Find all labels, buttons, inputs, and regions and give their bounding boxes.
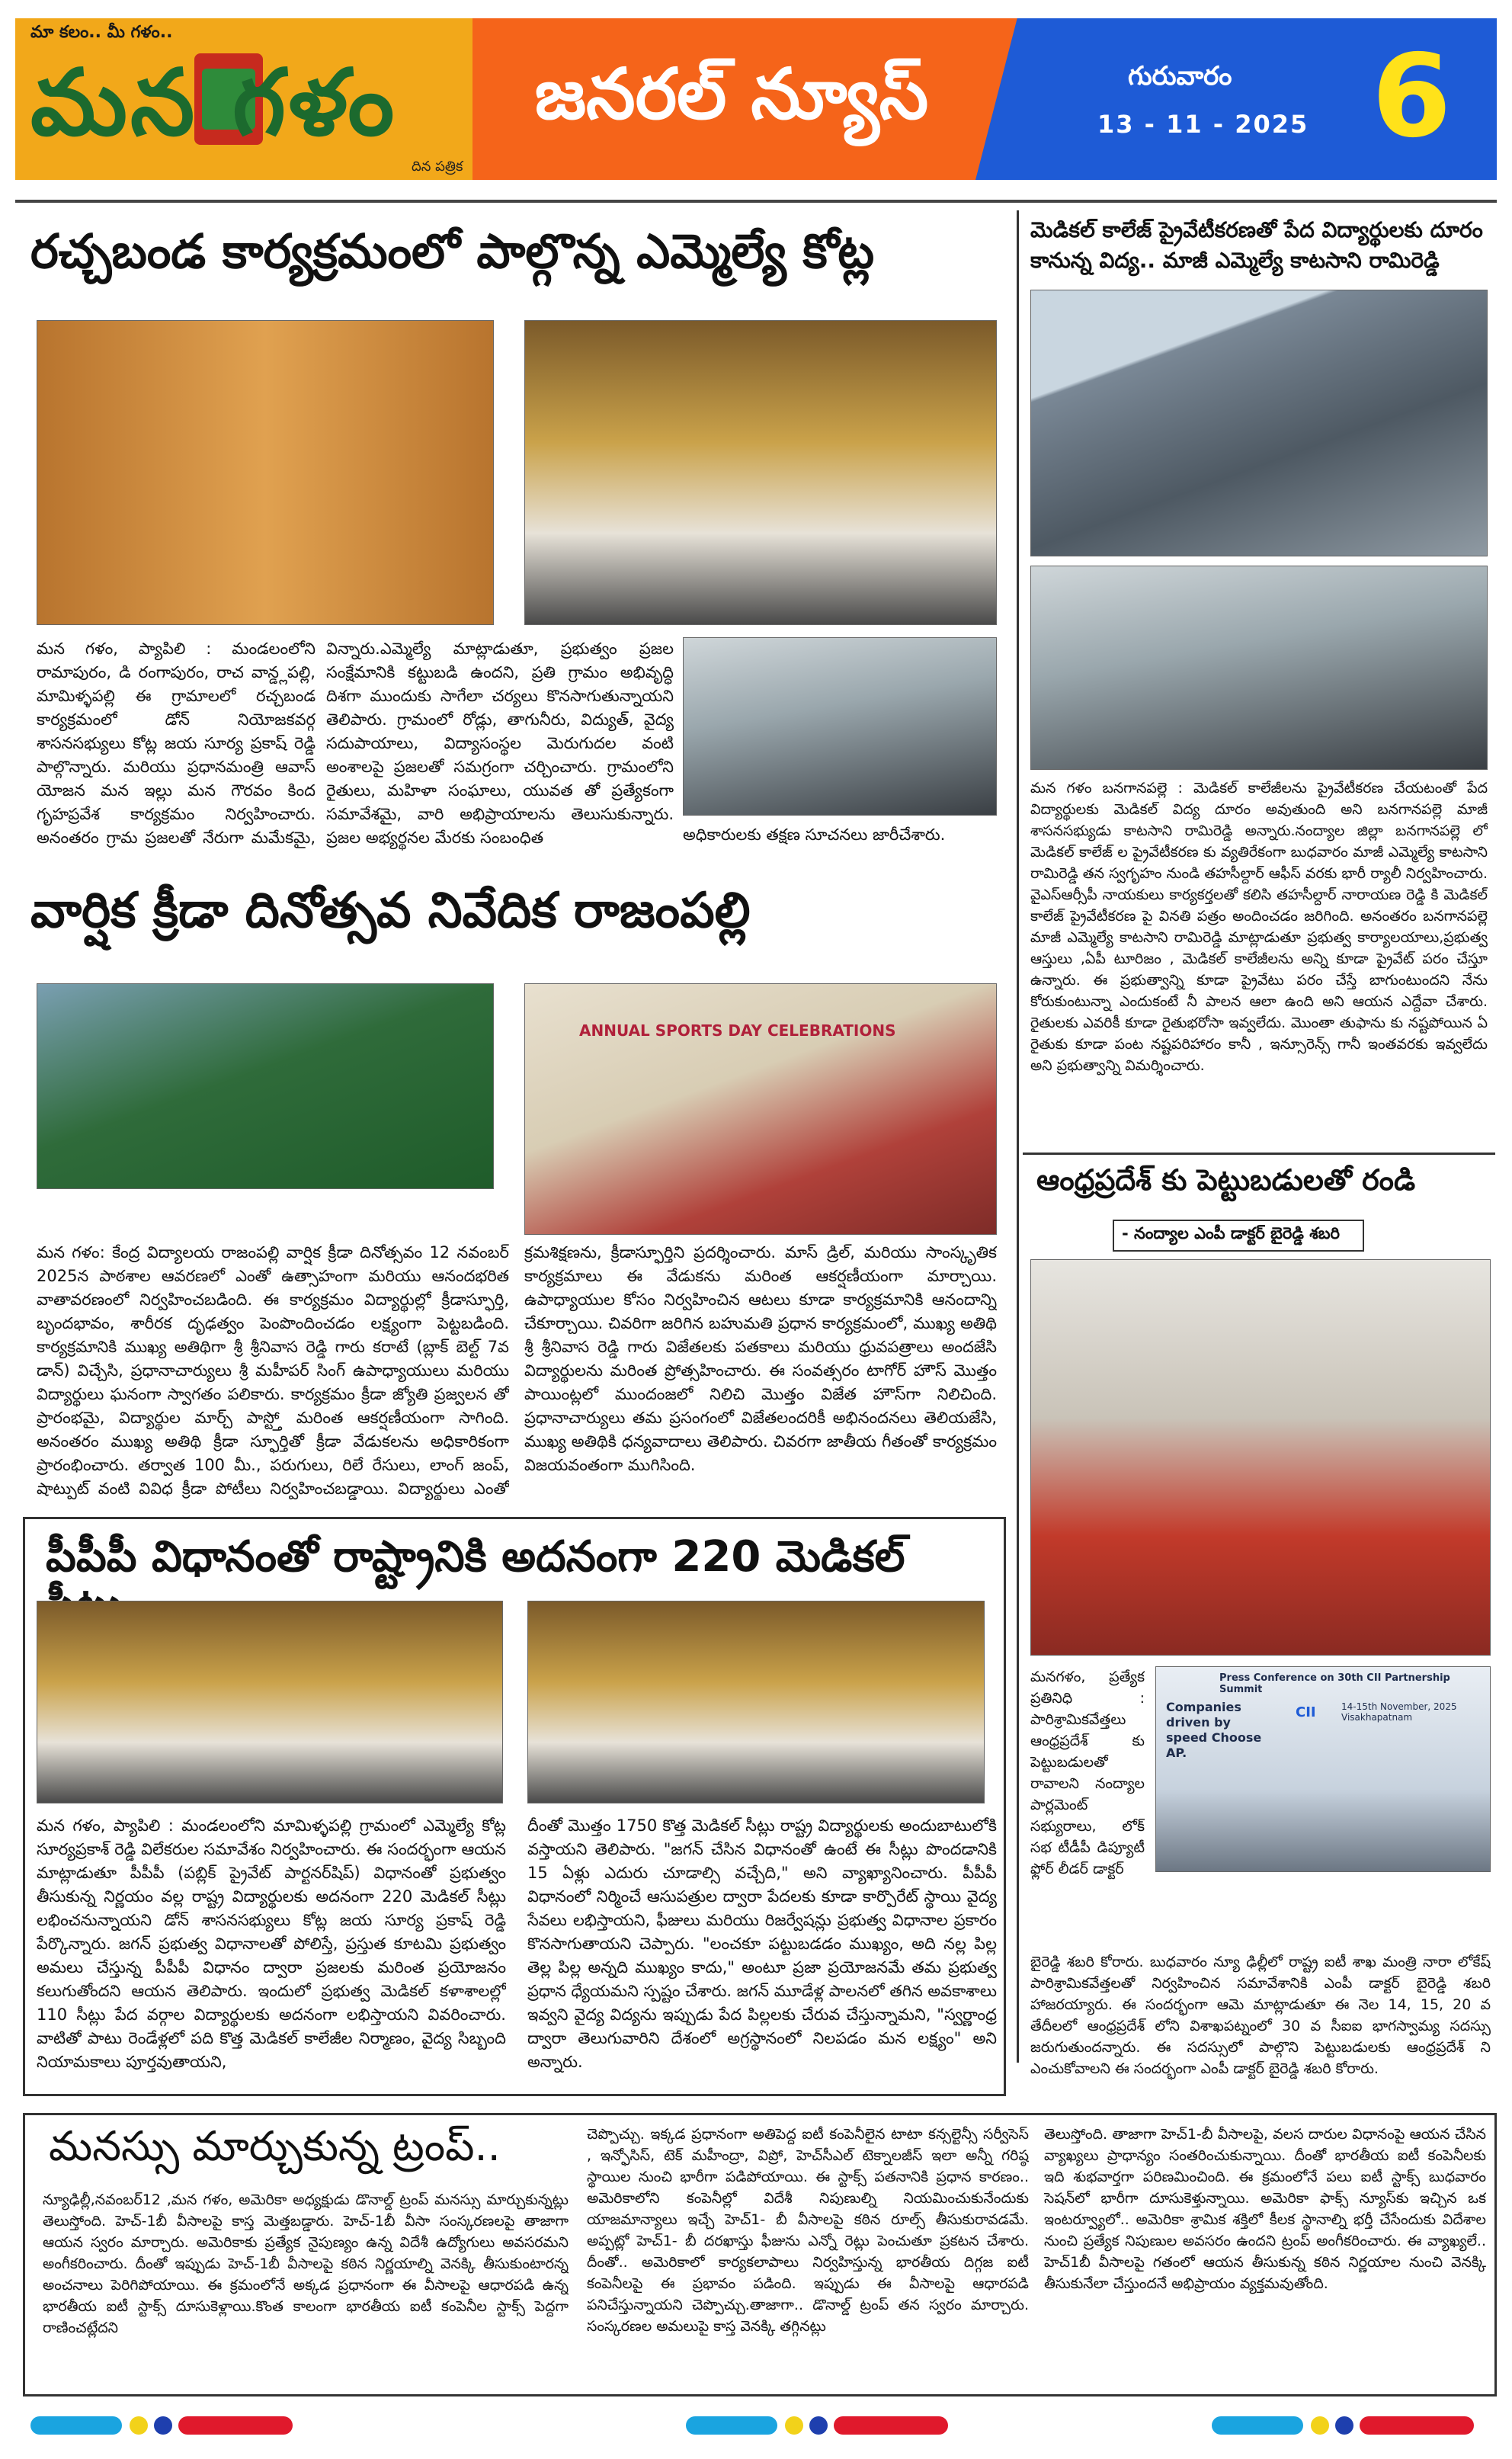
masthead-tagline: మా కలం.. మీ గళం.. [30,23,173,42]
side2-photo-press-conference [1155,1666,1491,1872]
footer-decoration-center [686,2416,960,2436]
section-title: జనరల్ న్యూస్ [534,53,929,135]
story2-column-2: క్రమశిక్షణను, క్రీడాస్ఫూర్తిని ప్రదర్శించారు. మాస్ డ్రిల్, మరియు సాంస్కృతిక కార్యక్రమాలు ఈ వేడుకను మరింత ఆకర్షణీయంగా మార్చాయి. ఉపాధ్యాయుల కోసం నిర్వహించిన ఆటలు కూడా కార్యక్రమానికి ఆనందాన్ని చేకూర్చాయి. చివరిగా జరిగిన బహుమతి ప్రధాన కార్యక్రమంలో, ముఖ్య అతిథి శ్రీ శ్రీనివాస రెడ్డి గారు విజేతలకు పతకాలు మరియు ధ్రువపత్రాలు అందజేసి విద్యార్థులను మరింత ప్రోత్సహించారు. ఈ సంవత్సరం టాగోర్ హౌస్ మొత్తం పాయింట్లలో ముందంజలో నిలిచి మొత్తం విజేత హౌస్‌గా నిలిచింది. ప్రధానాచార్యులు తమ ప్రసంగంలో విజేతలందరికీ అభినందనలు తెలియజేసి, ముఖ్య అతిథికి ధన్యవాదాలు తెలిపారు. చివరగా జాతీయ గీతంతో కార్యక్రమం విజయవంతంగా ముగిసింది. [524,1243,997,1474]
side2-byline: - నంద్యాల ఎంపీ డాక్టర్ బైరెడ్డి శబరి [1113,1220,1364,1252]
side2-caption-narrow: మనగళం, ప్రత్యేక ప్రతినిధి : పారిశ్రామికవేత్తలు ఆంధ్రప్రదేశ్ కు పెట్టుబడులతో రావాలని నంద్యాల పార్లమెంట్ సభ్యురాలు, లోక్ సభ టీడీపీ డిప్యూటీ ఫ్లోర్ లీడర్ డాక్టర్ [1030,1669,1145,1877]
masthead-logo[interactable]: మన గళం [30,49,398,156]
story1-photo-meeting [524,320,997,625]
story1-column-1: మన గళం, ప్యాపిలి : మండలంలోని రామాపురం, డి రంగాపురం, రాచ వాన్డ్లపల్లి, మామిళ్ళపల్లి ఈ గ్రామాలలో రచ్చబండ కార్యక్రమంలో డోన్ నియోజకవర్గ శాసనసభ్యులు కోట్ల జయ సూర్య ప్రకాష్ రెడ్డి పాల్గొన్నారు. మరియు ప్రధానమంత్రి ఆవాస్ యోజన మన ఇల్లు మన గౌరవం కింద గృహప్రవేశ కార్యక్రమం నిర్వహించారు. అనంతరం గ్రామ ప్రజలతో నేరుగా మమేకమై, [37,640,316,847]
side1-body: మన గళం బనగానపల్లె : మెడికల్ కాలేజీలను ప్రైవేటీకరణ చేయటంతో పేద విద్యార్థులకు మెడికల్ విద్య దూరం అవుతుంది అని బనగానపల్లె మాజీ శాసనసభ్యుడు కాటసాని రామిరెడ్డి అన్నారు.నంద్యాల జిల్లా బనగానపల్లె లో మెడికల్ కాలేజ్ ల ప్రైవేటీకరణ కు వ్యతిరేకంగా బుధవారం మాజీ ఎమ్మెల్యే కాటసాని రామిరెడ్డి తన స్వగృహం నుండి తహసీల్దార్ ఆఫీస్ వరకు భారీ ర్యాలీ నిర్వహించారు. వైఎస్ఆర్సీపీ నాయకులు కార్యకర్తలతో కలిసి తహసీల్దార్ నారాయణ రెడ్డి కి మెడికల్ కాలేజ్ ప్రైవేటీకరణ పై వినతి పత్రం అందించడం జరిగింది. అనంతరం బనగానపల్లె మాజీ ఎమ్మెల్యే కాటసాని రామిరెడ్డి మాట్లాడుతూ ప్రభుత్వ కార్యాలయాలు,ప్రభుత్వ ఆస్తులు ,ఏపీ టూరిజం , మెడికల్ కాలేజీలను అన్ని కూడా ప్రైవేట్ పరం చేస్తూ ఉన్నారు. ఈ ప్రభుత్వాన్ని కూడా ప్రైవేటు పరం చేస్తే బాగుంటుందని నేను కోరుకుంటున్నా ఎందుకంటే నీ పాలన ఆలా ఉంది అని ఆయన ఎద్దేవా చేశారు. రైతులకు ఎవరికీ కూడా రైతుభరోసా ఇవ్వలేదు. మొంతా తుఫాను కు నష్టపోయిన ఏ రైతుకు కూడా పంట నష్టపరిహారం కానీ , ఇన్సూరెన్స్ గానీ ఇంతవరకు ఇవ్వలేదు అని ప్రభుత్వాన్ని విమర్శించారు. [1030,780,1488,1074]
masthead-rule [15,200,1497,203]
side1-photo-memorandum [1030,566,1488,770]
side2-photo-mp-minister [1030,1259,1491,1656]
story3-photo-press-1 [37,1601,503,1803]
side2-headline: ఆంధ్రప్రదేశ్ కు పెట్టుబడులతో రండి [1036,1163,1416,1197]
page-number: 6 [1372,30,1452,163]
story1-column-2: విన్నారు.ఎమ్మెల్యే మాట్లాడుతూ, ప్రభుత్వం ప్రజల సంక్షేమానికి కట్టుబడి ఉందని, ప్రతి గ్రామం అభివృద్ధి దిశగా ముందుకు సాగేలా చర్యలు కొనసాగుతున్నాయని తెలిపారు. గ్రామంలో రోడ్లు, తాగునీరు, విద్యుత్, వైద్య సదుపాయాలు, విద్యాసంస్థల మెరుగుదల వంటి అంశాలపై ప్రజలతో సమగ్రంగా చర్చించారు. గ్రామంలోని రైతులు, మహిళా సంఘాలు, యువత తో ప్రత్యేకంగా సమావేశమై, వారి అభిప్రాయాలను తెలుసుకున్నారు. ప్రజల అభ్యర్థనల మేరకు సంబంధిత [326,640,674,847]
story2-photo-students [37,983,494,1189]
poster-slogan: Companies driven by speed Choose AP. [1166,1700,1262,1760]
side1-photo-rally [1030,290,1488,556]
story4-column-1: న్యూఢిల్లీ,నవంబర్12 ,మన గళం, అమెరికా అధ్యక్షుడు డొనాల్డ్ ట్రంప్ మనస్సు మార్చుకున్నట్లు తెలుస్తోంది. హెచ్-1బీ వీసాలపై కాస్త మెత్తబడ్డారు. హెచ్-1బీ వీసా సంస్కరణలపై తాజాగా ఆయన స్వరం మార్చారు. అమెరికాకు ప్రత్యేక నైపుణ్యం ఉన్న విదేశీ ఉద్యోగులు అవసరమని అంగీకరించారు. దీంతో ఇప్పుడు హెచ్-1బీ వీసాలపై కఠిన నిర్ణయాల్ని వెనక్కి తీసుకుంటారన్న అంచనాలు పెరిగిపోయాయి. ఈ క్రమంలోనే అక్కడ ప్రధానంగా ఈ వీసాలపై ఆధారపడి ఉన్న భారతీయ ఐటీ స్టాక్స్ దూసుకెళ్లాయి.కొంత కాలంగా భారతీయ ఐటీ కంపెనీల స్టాక్స్ పెద్దగా రాణించట్లేదని [43,2191,569,2336]
story4-headline: మనస్సు మార్చుకున్న ట్రంప్.. [49,2122,501,2170]
story3-column-2: దీంతో మొత్తం 1750 కొత్త మెడికల్ సీట్లు రాష్ట్ర విద్యార్థులకు అందుబాటులోకి వస్తాయని తెలిపారు. "జగన్ చేసిన విధానంతో ఉంటే ఈ సీట్లు పొందడానికి 15 ఏళ్లు ఎదురు చూడాల్సి వచ్చేది," అని వ్యాఖ్యానించారు. పీపీపీ విధానంలో నిర్మించే ఆసుపత్రుల ద్వారా పేదలకు కూడా కార్పొరేట్ స్థాయి వైద్య సేవలు లభిస్తాయని, ఫీజులు మరియు రిజర్వేషన్లు ప్రభుత్వ విధానాల ప్రకారం కొనసాగుతాయని చెప్పారు. "లంచకూ పట్టుబడడం ముఖ్యం, అది నల్ల పిల్ల తెల్ల పిల్ల అన్నది ముఖ్యం కాదు," అంటూ ప్రజా ప్రయోజనమే తమ ప్రభుత్వ ప్రధాన ధ్యేయమని స్పష్టం చేశారు. జగన్ మూడేళ్ల పాలనలో తగిన అవకాశాలు ఇవ్వని వైద్య విద్యను ఇప్పుడు పేద పిల్లలకు చేరువ చేస్తున్నామని, "స్వర్ణాంధ్ర ద్వారా తెలుగువారిని దేశంలో అగ్రస్థానంలో నిలపడం మన లక్ష్యం" అని అన్నారు. [527,1816,997,2071]
story2-column-1: మన గళం: కేంద్ర విద్యాలయ రాజంపల్లి వార్షిక క్రీడా దినోత్సవం 12 నవంబర్ 2025న పాఠశాల ఆవరణలో ఎంతో ఉత్సాహంగా మరియు ఆనందభరిత వాతావరణంలో నిర్వహించబడింది. ఈ కార్యక్రమం విద్యార్థుల్లో క్రీడాస్ఫూర్తి, బృందభావం, శారీరక దృఢత్వం పెంపొందించడం లక్ష్యంగా పెట్టబడింది. కార్యక్రమానికి ముఖ్య అతిథిగా శ్రీ శ్రీనివాస రెడ్డి గారు కరాటే (బ్లాక్ బెల్ట్ 7వ డాన్) విచ్చేసి, ప్రధానాచార్యులు శ్రీ మహీపర్ సింగ్ ఉపాధ్యాయులు మరియు విద్యార్థులు ఘనంగా స్వాగతం పలికారు. కార్యక్రమం క్రీడా జ్యోతి ప్రజ్వలన తో ప్రారంభమై, విద్యార్థుల మార్చ్ పాస్ట్తో మరింత ఆకర్షణీయంగా సాగింది. అనంతరం ముఖ్య అతిథి క్రీడా స్ఫూర్తితో క్రీడా వేడుకలను అధికారికంగా ప్రారంభించారు. తర్వాత 100 మీ., పరుగులు, రిలే రేసులు, లాంగ్ జంప్, షాట్పుట్ వంటి వివిధ క్రీడా పోటీలు నిర్వహించబడ్డాయి. విద్యార్థులు ఎంతో [37,1243,509,1498]
side1-headline: మెడికల్ కాలేజ్ ప్రైవేటీకరణతో పేద విద్యార్థులకు దూరం కానున్న విద్య.. మాజీ ఎమ్మెల్యే కాటసాని రామిరెడ్డి [1030,217,1483,273]
story4-column-3: తెలుస్తోంది. తాజాగా హెచ్1-బీ వీసాలపై, వలస దారుల విధానంపై ఆయన చేసిన వ్యాఖ్యలు ప్రాధాన్యం సంతరించుకున్నాయి. దీంతో భారతీయ ఐటీ కంపెనీలకు ఇది శుభవార్తగా పరిణమించింది. ఈ క్రమంలోనే పలు ఐటీ స్టాక్స్ బుధవారం సెషన్‌లో భారీగా దూసుకెళ్తున్నాయి. అమెరికా ఫాక్స్ న్యూస్‌కు ఇచ్చిన ఒక ఇంటర్వ్యూలో.. అమెరికా శ్రామిక శక్తిలో కీలక స్థానాల్ని భర్తీ చేసేందుకు విదేశాల నుంచి ప్రత్యేక నిపుణుల అవసరం ఉందని ట్రంప్ అంగీకరించారు. ఈ వ్యాఖ్యలే.. హెచ్1బీ వీసాలపై గతంలో ఆయన తీసుకున్న కఠిన నిర్ణయాల నుంచి వెనక్కి తీసుకునేలా చేస్తుందనే అభిప్రాయం వ్యక్తమవుతోంది. [1044,2126,1486,2292]
story4-column-2: చెప్పొచ్చు. ఇక్కడ ప్రధానంగా అతిపెద్ద ఐటీ కంపెనీలైన టాటా కన్సల్టెన్సీ సర్వీసెస్ , ఇన్ఫోసిస్, టెక్ మహీంద్రా, విప్రో, హెచ్‌సీఎల్ టెక్నాలజీస్ ఇలా అన్నీ గరిష్ఠ స్థాయిల నుంచి భారీగా పడిపోయాయి. ఈ స్టాక్స్ పతనానికి ప్రధాన కారణం.. అమెరికాలోని కంపెనీల్లో విదేశీ నిపుణుల్ని నియమించుకునేందుకు యాజమాన్యాలు ఇచ్చే హెచ్1- బీ వీసాలపై కఠిన రూల్స్ తీసుకురావడమే. అప్పట్లో హెచ్1- బీ దరఖాస్తు ఫీజును ఎన్నో రెట్లు పెంచుతూ ప్రకటన చేశారు. దీంతో.. అమెరికాలో కార్యకలాపాలు నిర్వహిస్తున్న భారతీయ దిగ్గజ ఐటీ కంపెనీలపై ఈ ప్రభావం పడింది. ఇప్పుడు ఈ వీసాలపై ఆధారపడి పనిచేస్తున్నాయని చెప్పొచ్చు.తాజాగా.. డొనాల్డ్ ట్రంప్ తన స్వరం మార్చారు. సంస్కరణల అమలుపై కాస్త వెనక్కి తగ్గినట్లు [587,2126,1029,2335]
story1-headline: రచ్చబండ కార్యక్రమంలో పాల్గొన్న ఎమ్మెల్యే కోట్ల [30,223,875,279]
footer-decoration-left [30,2416,305,2436]
story3-photo-press-2 [527,1601,985,1803]
poster-brand: CII [1296,1704,1316,1720]
right-column-rule [1017,210,1019,2063]
side2-body: బైరెడ్డి శబరి కోరారు. బుధవారం న్యూ ఢిల్లీలో రాష్ట్ర ఐటీ శాఖ మంత్రి నారా లోకేష్ పారిశ్రామికవేత్తలతో నిర్వహించిన సమావేశానికి ఎంపీ డాక్టర్ బైరెడ్డి శబరి హాజరయ్యారు. ఈ సందర్భంగా ఆమె మాట్లాడుతూ ఈ నెల 14, 15, 20 వ తేదీలలో ఆంధ్రప్రదేశ్ లోని విశాఖపట్నంలో 30 వ సీఐఐ భాగస్వామ్య సదస్సు జరుగుతుందన్నారు. ఈ సదస్సులో పాల్గొని పెట్టుబడులకు ఆంధ్రప్రదేశ్ ని ఎంచుకోవాలని ఈ సందర్భంగా ఎంపీ డాక్టర్ బైరెడ్డి శబరి కోరారు. [1030,1954,1491,2077]
sports-day-banner: ANNUAL SPORTS DAY CELEBRATIONS [579,1021,896,1040]
story3-column-1: మన గళం, ప్యాపిలి : మండలంలోని మామిళ్ళపల్లి గ్రామంలో ఎమ్మెల్యే కోట్ల సూర్యప్రకాశ్ రెడ్డి విలేకరుల సమావేశం నిర్వహించారు. ఈ సందర్భంగా ఆయన మాట్లాడుతూ పీపీపీ (పబ్లిక్ ప్రైవేట్ పార్టనర్‌షిప్) విధానంతో ప్రభుత్వం తీసుకున్న నిర్ణయం వల్ల రాష్ట్ర విద్యార్థులకు అదనంగా 220 మెడికల్ సీట్లు లభించనున్నాయని డోన్ శాసనసభ్యులు కోట్ల జయ సూర్య ప్రకాష్ రెడ్డి పేర్కొన్నారు. జగన్ ప్రభుత్వ విధానాలతో పోలిస్తే, ప్రస్తుత కూటమి ప్రభుత్వం అమలు చేస్తున్న పీపీపీ విధానం ద్వారా ప్రజలకు మరింత ప్రయోజనం కలుగుతోందని ఆయన తెలిపారు. ఇందులో ప్రభుత్వ మెడికల్ కళాశాలల్లో 110 సీట్లు పేద వర్గాల విద్యార్థులకు అదనంగా లభిస్తాయని వివరించారు. వాటితో పాటు రెండేళ్లలో పది కొత్త మెడికల్ కాలేజీల నిర్మాణం, వైద్య సిబ్బంది నియామకాలు పూర్తవుతాయని, [37,1816,506,2071]
side2-top-rule [1023,1153,1495,1155]
story1-column-3: అధికారులకు తక్షణ సూచనలు జారీచేశారు. [683,826,946,844]
poster-dates: 14-15th November, 2025 Visakhapatnam [1341,1701,1457,1723]
story1-photo-speech [683,637,997,816]
story2-headline: వార్షిక క్రీడా దినోత్సవ నివేదిక రాజంపల్లి [30,883,751,939]
story3-headline: పీపీపీ విధానంతో రాష్ట్రానికి అదనంగా 220 మెడికల్ [46,1532,905,1582]
issue-date: 13 - 11 - 2025 [1097,110,1309,139]
issue-day: గురువారం [1128,61,1232,91]
masthead-subtitle: దిన పత్రిక [412,159,463,175]
footer-decoration-right [1212,2416,1486,2436]
story1-photo-inauguration [37,320,494,625]
poster-title: Press Conference on 30th CII Partnership Summit [1219,1672,1450,1695]
